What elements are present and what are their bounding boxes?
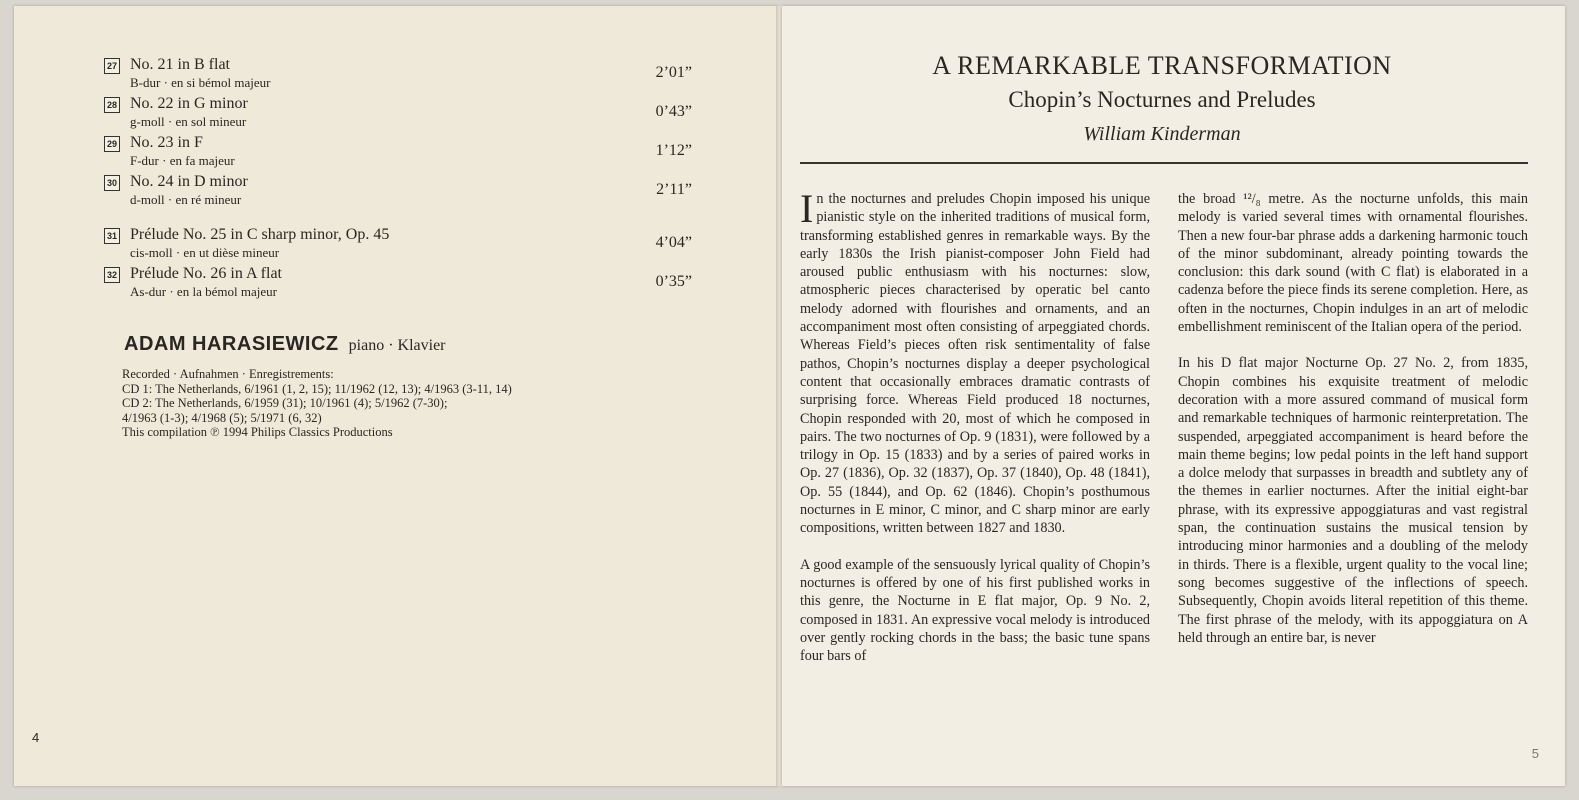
track-row [104,130,704,169]
paragraph [800,186,1150,538]
track-key: d-moll · en ré mineur [130,192,242,207]
track-number-badge: 27 [104,58,120,74]
article-subtitle: Chopin’s Nocturnes and Preludes [1008,87,1316,112]
track-key: As-dur · en la bémol majeur [130,284,277,299]
track-number-badge: 31 [104,228,120,244]
header-divider [800,162,1528,164]
recording-line: 4/1963 (1-3); 4/1968 (5); 5/1971 (6, 32) [122,410,322,425]
page-number: 5 [1531,746,1539,761]
recording-line: CD 2: The Netherlands, 6/1959 (31); 10/1961 (4); 5/1962 (7-30); [122,396,448,410]
track-key: g-moll · en sol mineur [130,114,247,129]
track-title: No. 23 in F [130,134,203,151]
text-column-left [800,186,1150,683]
track-duration: 1’12” [655,142,692,159]
track-row [104,261,704,300]
article-title: A REMARKABLE TRANSFORMATION [932,51,1392,80]
text-column-right [1178,190,1528,665]
right-page [782,6,1565,786]
left-page [14,6,778,786]
article-author: William Kinderman [1083,123,1241,145]
track-duration: 0’35” [655,273,692,290]
track-title: Prélude No. 26 in A flat [130,265,282,282]
recording-line: Recorded · Aufnahmen · Enregistrements: [122,367,334,381]
track-number-badge: 32 [104,267,120,283]
page-number: 4 [32,730,40,745]
drop-cap: I [800,186,814,231]
track-title: No. 21 in B flat [130,56,230,73]
track-number-badge: 28 [104,97,120,113]
paragraph: the broad ¹²/₈ metre. As the nocturne unfolds, this main melody is varied several times with ornamental flourishes. Then a new four-bar phrase adds a darkening harmonic touch of the minor subdominant, already pointing towards the conclusion: this dark sound (with C flat) is elaborated in a cadenza before the piece finds its serene completion. Here, as often in the nocturnes, Chopin indulges in an art of melodic embellishment reminiscent of the Italian opera of the period. [1178,191,1528,336]
track-key: B-dur · en si bémol majeur [130,75,271,90]
performer-credit [124,333,446,356]
performer-name: ADAM HARASIEWICZ [124,333,339,355]
track-number-badge: 30 [104,175,120,191]
track-title: No. 22 in G minor [130,95,248,112]
track-row [104,222,704,261]
track-key: cis-moll · en ut dièse mineur [130,245,280,260]
track-number-badge: 29 [104,136,120,152]
track-key: F-dur · en fa majeur [130,153,235,168]
paragraph-text: n the nocturnes and preludes Chopin imposed his unique pianistic style on the inherited traditions of musical form, transforming established genres in remarkable ways. By the early 1830s the Irish pianist-composer John Field had aroused public enthusiasm with his nocturnes: slow, atmospheric pieces characterised by operatic bel canto melody adorned with flourishes and ornaments, and an accompaniment most often consisting of arpeggiated chords. Whereas Field’s pieces often risk sentimentality of false pathos, Chopin’s nocturnes display a deeper psychological content that occasionally embraces dramatic contrasts of surprising force. Whereas Field produced 18 nocturnes, Chopin responded with 20, most of which he composed in pairs. The two nocturnes of Op. 9 (1831), were followed by a trilogy in Op. 15 (1833) and by a series of paired works in Op. 27 (1836), Op. 32 (1837), Op. 37 (1840), Op. 48 (1841), Op. 55 (1844), and Op. 62 (1846). Chopin’s posthumous nocturnes in E minor, C minor, and C sharp minor are early compositions, written between 1827 and 1830. [800,191,1150,537]
recording-line: This compilation ℗ 1994 Philips Classics Productions [122,425,393,439]
paragraph: In his D flat major Nocturne Op. 27 No. 2, from 1835, Chopin combines his exquisite treatment of melodic decoration with a more assured command of musical form and remarkable techniques of harmonic reinterpretation. The suspended, arpeggiated accompaniment is heard before the main theme begins; low pedal points in the left hand support a dolce melody that surpasses in breadth and subtlety any of the themes in earlier nocturnes. After the initial eight-bar phrase, with its expressive appoggiaturas and vast registral span, the continuation sustains the musical tension by introducing minor harmonies and a doubling of the melody in thirds. There is a flexible, urgent quality to the vocal line; song becomes suggestive of the inflections of speech. Subsequently, Chopin avoids literal repetition of this theme. The first phrase of the melody, with its appoggiatura on A held through an entire bar, is never [1178,355,1528,646]
track-title: No. 24 in D minor [130,173,248,190]
track-duration: 4’04” [655,234,692,251]
track-row [104,169,704,208]
track-row [104,91,704,130]
track-row [104,52,704,91]
recording-info [122,367,512,440]
track-list [104,52,704,300]
track-duration: 2’11” [656,181,692,198]
paragraph: A good example of the sensuously lyrical quality of Chopin’s nocturnes is offered by one of his first published works in this genre, the Nocturne in E flat major, Op. 9 No. 2, composed in 1831. An expressive vocal melody is introduced over gently rocking chords in the bass; the basic tune spans four bars of [800,556,1150,665]
recording-line: CD 1: The Netherlands, 6/1961 (1, 2, 15); 11/1962 (12, 13); 4/1963 (3-11, 14) [122,381,512,396]
track-title: Prélude No. 25 in C sharp minor, Op. 45 [130,226,390,243]
track-duration: 0’43” [655,103,692,120]
performer-role: piano · Klavier [348,337,446,354]
track-duration: 2’01” [655,64,692,81]
